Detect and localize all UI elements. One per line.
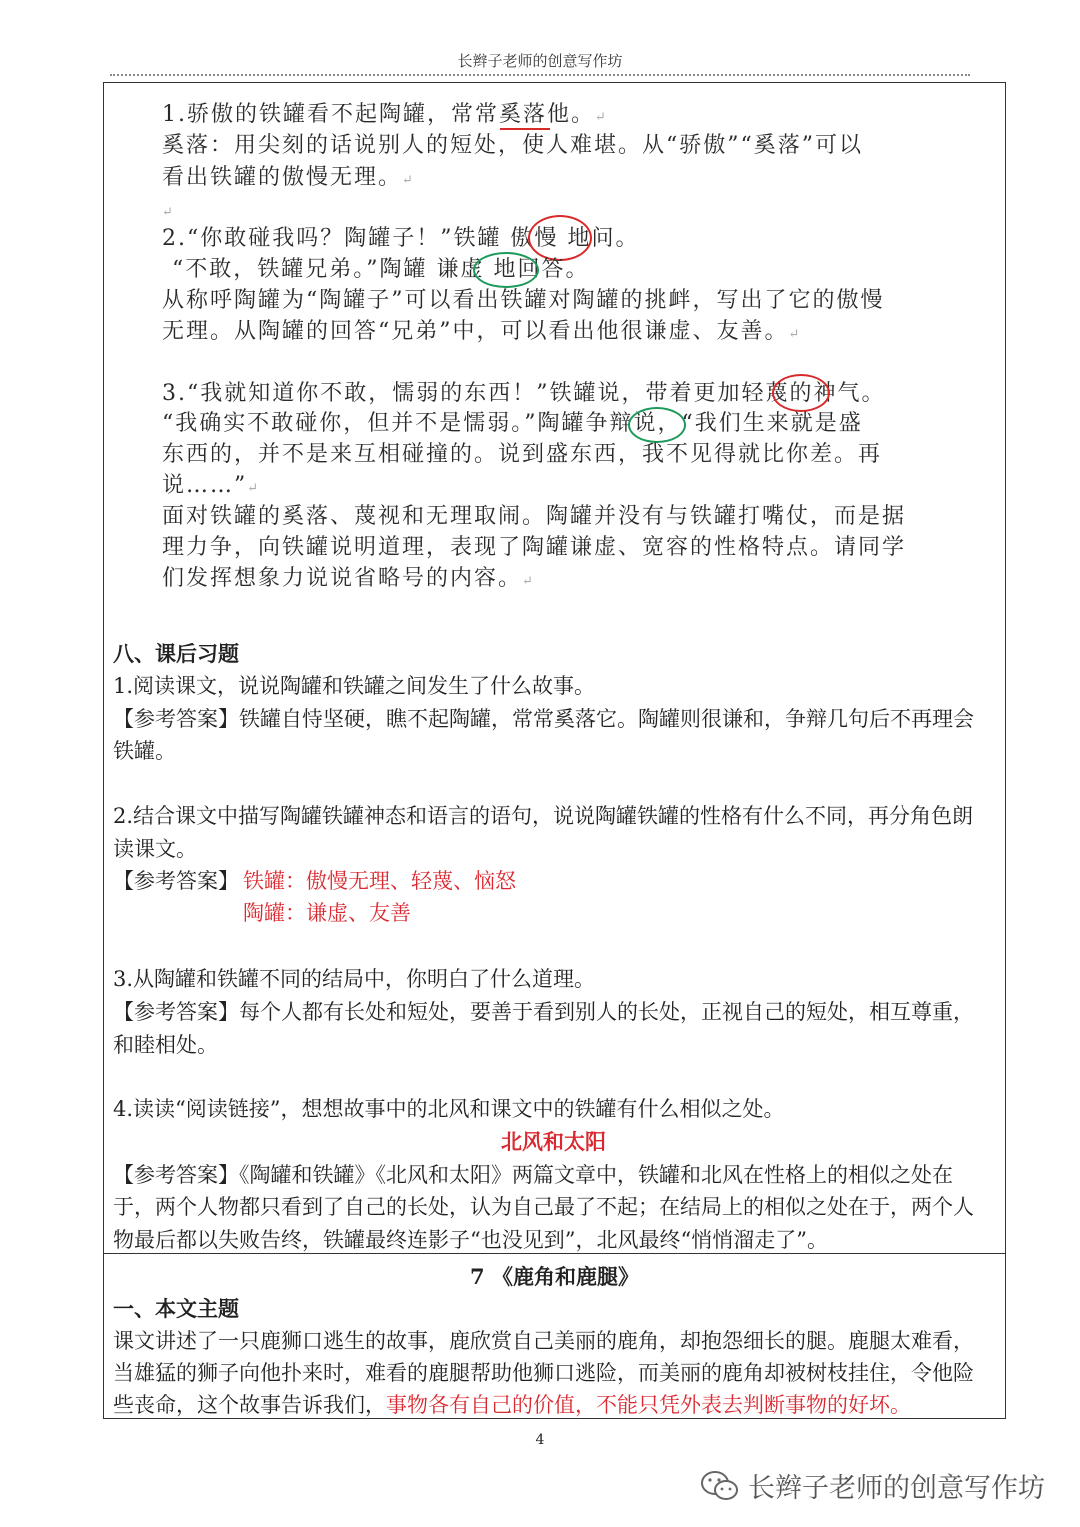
return-mark: ↵: [162, 205, 173, 220]
analysis-3-line: 3.“我就知道你不敢，懦弱的东西！”铁罐说，带着更加轻蔑的神气。: [162, 381, 886, 406]
reading-link-title: 北风和太阳: [501, 1130, 606, 1154]
analysis-2-explain: 从称呼陶罐为“陶罐子”可以看出铁罐对陶罐的挑衅，写出了它的傲慢: [162, 288, 885, 313]
analysis-1-explain: 奚落：用尖刻的话说别人的短处，使人难堪。从“骄傲”“奚落”可以: [162, 133, 863, 158]
analysis-2-line: 2.“你敢碰我吗？陶罐子！”铁罐 傲慢 地问。: [162, 226, 640, 251]
question-2: 2.结合课文中描写陶罐铁罐神态和语言的语句，说说陶罐铁罐的性格有什么不同，再分角色朗: [113, 804, 974, 828]
analysis-3-explain: 们发挥想象力说说省略号的内容。↵: [162, 566, 535, 591]
answer-3: 和睦相处。: [113, 1033, 218, 1057]
analysis-3-line: 东西的，并不是来互相碰撞的。说到盛东西，我不见得就比你差。再: [162, 442, 883, 467]
answer-4: 于，两个人物都只看到了自己的长处，认为自己最了不起；在结局上的相似之处在于，两个人: [113, 1195, 974, 1219]
answer-1: 铁罐。: [113, 739, 176, 763]
underline-mark: [500, 128, 550, 130]
page-header: 长辫子老师的创意写作坊: [457, 52, 623, 70]
analysis-2-line: “不敢，铁罐兄弟。”陶罐 谦虚 地回答。: [172, 257, 590, 282]
lesson-title: 7 《鹿角和鹿腿》: [470, 1264, 639, 1289]
section-heading: 八、课后习题: [113, 641, 239, 666]
section-heading: 一、本文主题: [113, 1296, 239, 1321]
answer-4: 物最后都以失败告终，铁罐最终连影子“也没见到”，北风最终“悄悄溜走了”。: [113, 1228, 828, 1252]
analysis-3-explain: 面对铁罐的奚落、蔑视和无理取闹。陶罐并没有与铁罐打嘴仗，而是据: [162, 504, 907, 529]
highlight-circle: [528, 215, 592, 261]
wechat-watermark: [700, 1466, 1045, 1505]
highlight-circle: [473, 252, 539, 288]
answer-4: 【参考答案】《陶罐和铁罐》《北风和太阳》两篇文章中，铁罐和北风在性格上的相似之处在: [113, 1163, 953, 1187]
wechat-icon: [700, 1470, 740, 1502]
answer-1: 【参考答案】铁罐自恃坚硬，瞧不起陶罐，常常奚落它。陶罐则很谦和，争辩几句后不再理会: [113, 707, 974, 731]
analysis-1-line: 1.骄傲的铁罐看不起陶罐，常常奚落他。↵: [162, 102, 608, 127]
analysis-2-explain: 无理。从陶罐的回答“兄弟”中，可以看出他很谦虚、友善。↵: [162, 319, 802, 344]
answer-2-label: 【参考答案】: [113, 869, 239, 893]
theme-paragraph: 些丧命，这个故事告诉我们，事物各有自己的价值，不能只凭外表去判断事物的好坏。: [113, 1393, 911, 1417]
analysis-3-explain: 理力争，向铁罐说明道理，表现了陶罐谦虚、宽容的性格特点。请同学: [162, 535, 907, 560]
question-4: 4.读读“阅读链接”，想想故事中的北风和课文中的铁罐有什么相似之处。: [113, 1097, 785, 1121]
header-divider: [110, 74, 970, 76]
analysis-1-explain: 看出铁罐的傲慢无理。↵: [162, 165, 415, 190]
analysis-3-line: “我确实不敢碰你，但并不是懦弱。”陶罐争辩说，“我们生来就是盛: [162, 411, 863, 436]
answer-3: 【参考答案】每个人都有长处和短处，要善于看到别人的长处，正视自己的短处，相互尊重，: [113, 1000, 974, 1024]
theme-paragraph: 当雄猛的狮子向他扑来时，难看的鹿腿帮助他狮口逃险，而美丽的鹿角却被树枝挂住，令他险: [113, 1361, 974, 1385]
question-1: 1.阅读课文，说说陶罐和铁罐之间发生了什么故事。: [113, 674, 596, 698]
page-number: 4: [535, 1432, 545, 1448]
answer-2-taoguan: 陶罐：谦虚、友善: [243, 901, 411, 925]
analysis-3-line: 说……”↵: [162, 473, 261, 498]
highlight-circle: [772, 374, 830, 412]
question-3: 3.从陶罐和铁罐不同的结局中，你明白了什么道理。: [113, 967, 596, 991]
watermark-text: 长辫子老师的创意写作坊: [748, 1473, 1045, 1504]
highlight-circle: [628, 407, 686, 443]
theme-paragraph: 课文讲述了一只鹿狮口逃生的故事，鹿欣赏自己美丽的鹿角，却抱怨细长的腿。鹿腿太难看，: [113, 1329, 974, 1353]
question-2: 读课文。: [113, 837, 197, 861]
answer-2-tieguan: 铁罐：傲慢无理、轻蔑、恼怒: [243, 869, 516, 893]
theme-highlight: 事物各有自己的价值，不能只凭外表去判断事物的好坏。: [386, 1393, 911, 1417]
